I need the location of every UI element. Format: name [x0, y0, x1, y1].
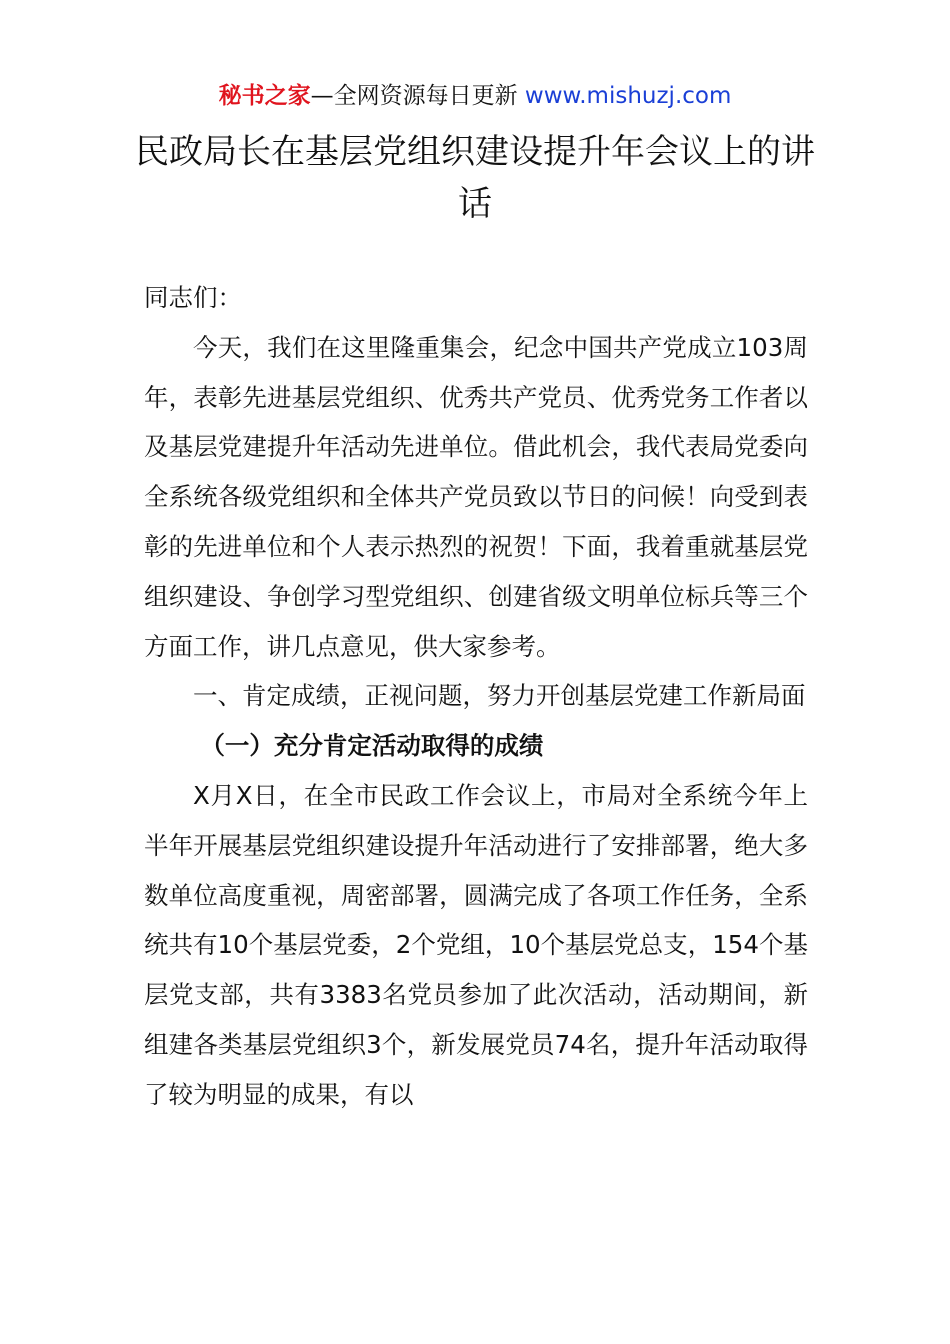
paragraph-achievements: X月X日，在全市民政工作会议上，市局对全系统今年上半年开展基层党组织建设提升年活动进行了安排部署，绝大多数单位高度重视，周密部署，圆满完成了各项工作任务，全系统共有10个基层党委，2个党组，10个基层党总支，154个基层党支部，共有3383名党员参加了此次活动，活动期间，新组建各类基层党组织3个，新发展党员74名，提升年活动取得了较为明显的成果，有以: [144, 780, 808, 1109]
salutation: 同志们：: [144, 283, 242, 312]
brand-name: 秘书之家: [218, 83, 311, 109]
paragraph-opening: 今天，我们在这里隆重集会，纪念中国共产党成立103周年，表彰先进基层党组织、优秀共产党员、优秀党务工作者以及基层党建提升年活动先进单位。借此机会，我代表局党委向全系统各级党组织和全体共产党员致以节日的问候！向受到表彰的先进单位和个人表示热烈的祝贺！下面，我着重就基层党组织建设、争创学习型党组织、创建省级文明单位标兵等三个方面工作，讲几点意见，供大家参考。: [144, 332, 808, 661]
document-title: 民政局长在基层党组织建设提升年会议上的讲话: [135, 132, 815, 224]
subsection-heading-1: （一）充分肯定活动取得的成绩: [200, 731, 544, 761]
section-heading-1: 一、肯定成绩，正视问题，努力开创基层党建工作新局面: [193, 681, 806, 711]
site-header: [0, 80, 950, 112]
header-tagline: —全网资源每日更新: [310, 83, 525, 109]
site-url[interactable]: www.mishuzj.com: [524, 83, 732, 109]
document-body: [144, 273, 808, 1120]
